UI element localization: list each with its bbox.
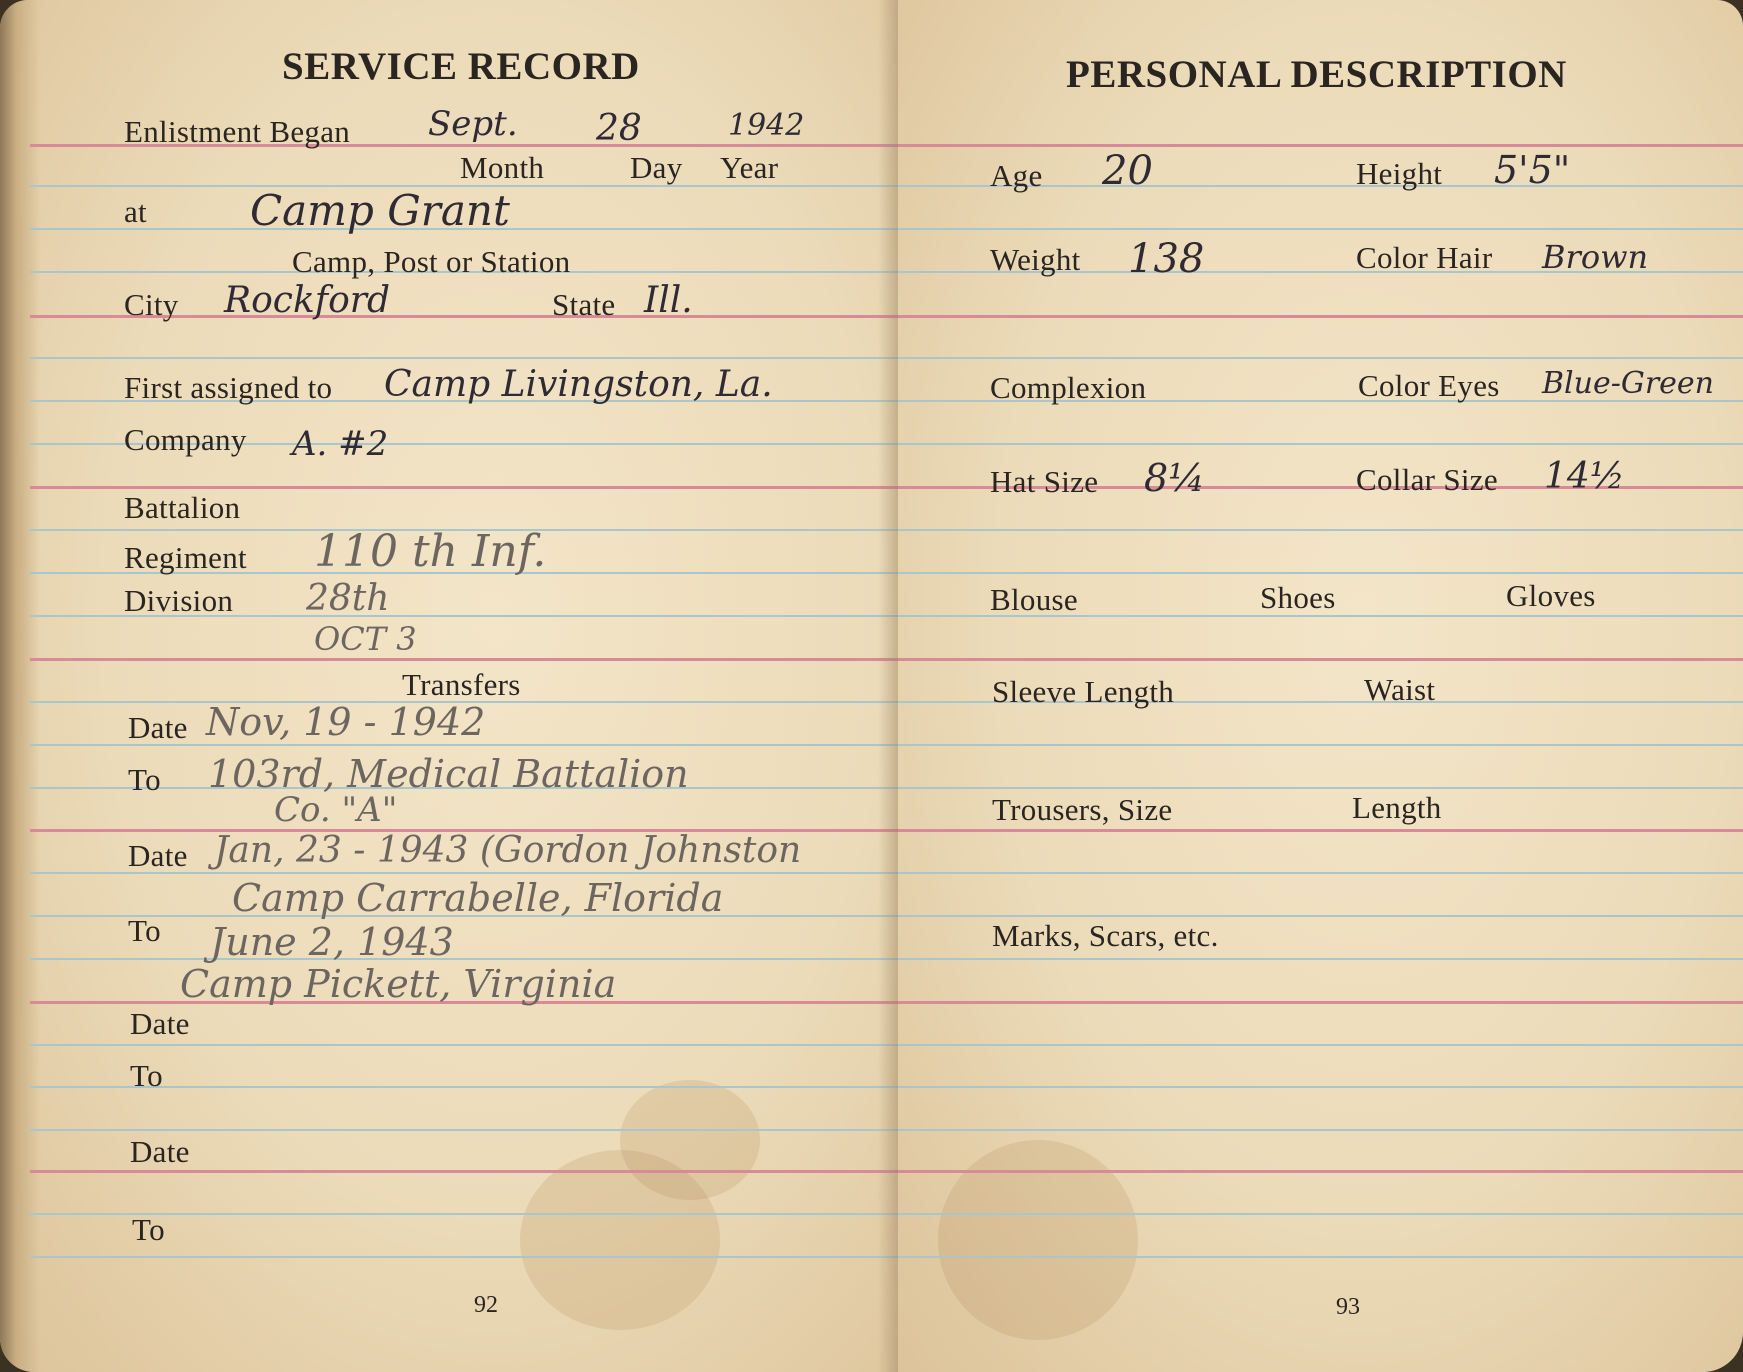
transfer-to-value-2c: Camp Pickett, Virginia	[180, 962, 617, 1006]
year-label: Year	[720, 150, 779, 185]
collar-size-label: Collar Size	[1356, 462, 1498, 497]
transfer-date-label-4: Date	[130, 1134, 190, 1169]
complexion-label: Complexion	[990, 370, 1147, 405]
shoes-label: Shoes	[1260, 580, 1336, 615]
age-value: 20	[1102, 148, 1153, 194]
city-label: City	[124, 287, 179, 322]
color-eyes-label: Color Eyes	[1358, 368, 1500, 403]
division-note: OCT 3	[314, 620, 417, 658]
waist-label: Waist	[1364, 672, 1436, 707]
color-hair-label: Color Hair	[1356, 240, 1493, 275]
height-label: Height	[1356, 156, 1443, 191]
page-number: 93	[1336, 1294, 1360, 1320]
transfer-to-label-1: To	[128, 762, 161, 797]
company-value: A. #2	[292, 424, 389, 464]
camp-post-station-label: Camp, Post or Station	[292, 244, 571, 279]
marks-scars-label: Marks, Scars, etc.	[992, 918, 1219, 953]
transfer-date-value-2: Jan, 23 - 1943 (Gordon Johnston	[214, 830, 802, 871]
paper-stain	[620, 1080, 760, 1200]
sleeve-length-label: Sleeve Length	[992, 674, 1175, 709]
camp-value: Camp Grant	[250, 186, 510, 235]
page-number: 92	[474, 1292, 498, 1318]
color-hair-value: Brown	[1542, 238, 1649, 276]
hat-size-label: Hat Size	[990, 464, 1099, 499]
color-eyes-value: Blue-Green	[1542, 366, 1714, 401]
company-label: Company	[124, 422, 247, 457]
page-title: PERSONAL DESCRIPTION	[1066, 53, 1567, 96]
transfer-date-label-1: Date	[128, 710, 188, 745]
transfer-to-label-4: To	[132, 1212, 165, 1247]
enlistment-year-value: 1942	[728, 108, 805, 143]
enlistment-day-value: 28	[596, 108, 642, 149]
battalion-label: Battalion	[124, 490, 241, 525]
first-assigned-value: Camp Livingston, La.	[384, 364, 773, 405]
state-value: Ill.	[644, 280, 693, 321]
regiment-value: 110 th Inf.	[314, 526, 547, 577]
transfer-to-value-1: 103rd, Medical Battalion	[208, 752, 689, 796]
state-label: State	[552, 287, 616, 322]
first-assigned-label: First assigned to	[124, 370, 333, 405]
gloves-label: Gloves	[1506, 578, 1596, 613]
height-value: 5'5"	[1494, 148, 1571, 192]
transfer-to-value-2a: Camp Carrabelle, Florida	[232, 876, 724, 920]
transfer-date-label-3: Date	[130, 1006, 190, 1041]
transfer-date-value-1: Nov, 19 - 1942	[206, 700, 486, 744]
hat-size-value: 8¼	[1144, 456, 1206, 500]
month-label: Month	[460, 150, 545, 185]
personal-description-page	[898, 0, 1743, 1372]
division-label: Division	[124, 583, 234, 618]
day-label: Day	[630, 150, 683, 185]
page-edge	[0, 0, 40, 1372]
collar-size-value: 14½	[1544, 456, 1625, 497]
weight-label: Weight	[990, 242, 1081, 277]
city-value: Rockford	[224, 280, 391, 321]
length-label: Length	[1352, 790, 1442, 825]
trousers-size-label: Trousers, Size	[992, 792, 1173, 827]
division-value: 28th	[306, 578, 390, 619]
page-title: SERVICE RECORD	[282, 45, 640, 88]
transfers-label: Transfers	[402, 667, 521, 702]
transfer-date-label-2: Date	[128, 838, 188, 873]
blouse-label: Blouse	[990, 582, 1078, 617]
transfer-to-value-1b: Co. "A"	[274, 790, 398, 830]
transfer-to-value-2b: June 2, 1943	[210, 920, 454, 964]
enlistment-month-value: Sept.	[428, 104, 518, 144]
enlistment-label: Enlistment Began	[124, 114, 351, 149]
regiment-label: Regiment	[124, 540, 247, 575]
transfer-to-label-3: To	[130, 1058, 163, 1093]
at-label: at	[124, 194, 147, 229]
transfer-to-label-2: To	[128, 913, 161, 948]
age-label: Age	[990, 158, 1043, 193]
weight-value: 138	[1128, 236, 1205, 282]
